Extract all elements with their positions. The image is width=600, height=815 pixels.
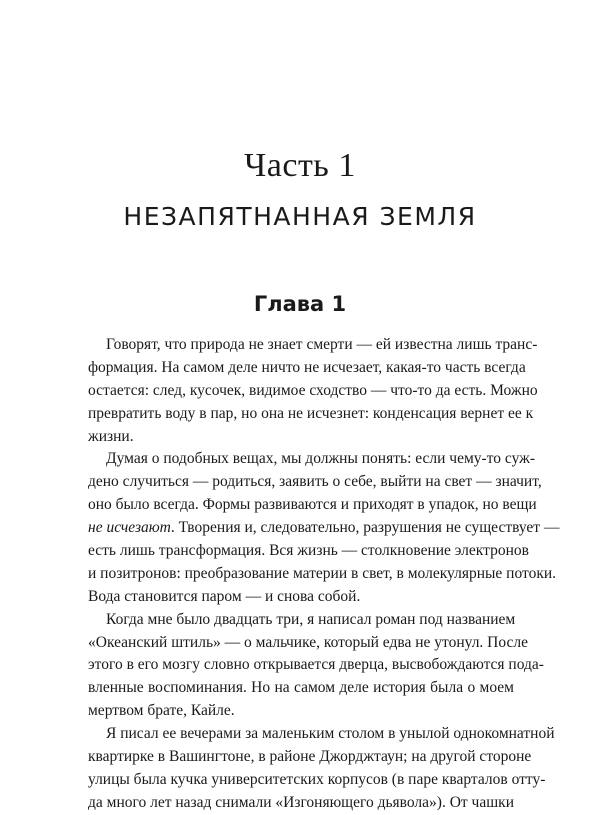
text-line: квартирке в Вашингтоне, в районе Джорджтаун; на другой стороне [88,748,532,766]
text-line: оно было всегда. Формы развиваются и приходят в упадок, но вещи [88,496,537,514]
text-line: дено случиться — родиться, заявить о себе, выйти на свет — значит, [88,473,542,491]
text-line: Я писал ее вечерами за маленьким столом в унылой однокомнатной [106,725,555,743]
text-line [88,517,560,540]
text-line: Говорят, что природа не знает смерти — ей известна лишь транс- [106,336,538,353]
text-line: Когда мне было двадцать три, я написал роман под названием [106,610,516,628]
text-line: Вода становится паром — и снова собой. [88,587,361,605]
text-line: да много лет назад снимали «Изгоняющего дьявола»). От чашки [88,793,514,811]
text-line: мертвом брате, Кайле. [88,702,235,720]
text-line: вленные воспоминания. Но на самом деле история была о моем [88,679,514,697]
chapter-title: Глава 1 [253,292,347,316]
text-line: улицы была кучка университетских корпусов (в паре кварталов отту- [88,770,546,788]
text-line: остается: след, кусочек, видимое сходство — что-то да есть. Можно [88,381,538,399]
part-subtitle: НЕЗАПЯТНАННАЯ ЗЕМЛЯ [123,202,477,231]
text-line: этого в его мозгу словно открывается дверца, высвобождаются пода- [88,656,544,674]
text-line: превратить воду в пар, но она не исчезнет: конденсация вернет ее к [88,404,534,422]
text-line: есть лишь трансформация. Вся жизнь — столкновение электронов [88,542,529,560]
part-title: Часть 1 [244,147,356,184]
text-line: формация. На самом деле ничто не исчезает, какая-то часть всегда [88,358,526,376]
text-line: Думая о подобных вещах, мы должны понять: если чему-то суж- [106,450,535,468]
italic-phrase: не исчезают [88,519,171,537]
text-line: и позитронов: преобразование материи в свет, в молекулярные потоки. [88,564,557,582]
text-line: «Океанский штиль» — о мальчике, который едва не утонул. После [88,633,529,651]
text-line-rest: . Творения и, следовательно, разрушения не существует — [170,519,560,537]
chapter-text [88,334,560,815]
text-line: жизни. [88,427,134,445]
